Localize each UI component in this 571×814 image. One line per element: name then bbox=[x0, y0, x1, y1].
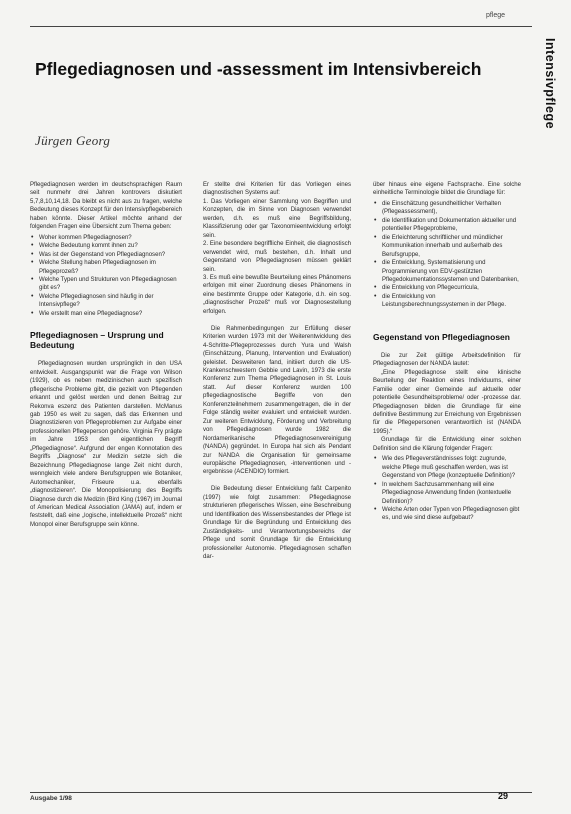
header-rule bbox=[30, 26, 532, 27]
paragraph-gap bbox=[203, 477, 351, 486]
definition-quote: „Eine Pflegediagnose stellt eine klinische Beurteilung der Reaktion eines Individuums, einer Familie oder einer Gemeinde auf aktuelle oder potentielle Gesundheitsprobleme/ oder -prozesse dar. Pflegediagnosen bilden die Grundlage für eine definitive Bestimmung zur Erreichung von Ergebnissen für die Pflegepersonen verantwortlich ist (NANDA 1995).“ bbox=[373, 369, 521, 435]
list-item: • Was ist der Gegenstand von Pflegediagnosen? bbox=[39, 251, 182, 259]
body-paragraph: über hinaus eine eigene Fachsprache. Eine solche einheitliche Terminologie bildet die Grundlage für: bbox=[373, 182, 521, 197]
body-paragraph: Die zur Zeit gültige Arbeitsdefinition für Pflegediagnosen der NANDA lautet: bbox=[373, 352, 521, 368]
side-tab-label: Intensivpflege bbox=[543, 38, 557, 130]
list-item: • die Einschätzung gesundheitlicher Verhalten (Pflegeassessment), bbox=[382, 200, 521, 217]
list-item: • Welche Pflegediagnosen sind häufig in der Intensivpflege? bbox=[39, 293, 182, 310]
criterion-paragraph: 2. Eine besondere begriffliche Einheit, die diagnostisch verwendet wird, muß bestehen, d.h. Inhalt und Gegenstand von Pflegediagnosen müssen geklärt sein. bbox=[203, 241, 351, 273]
body-paragraph: Die Bedeutung dieser Entwicklung faßt Carpenito (1997) wie folgt zusammen: Pflegediagnose strukturieren pflegerisches Wissen, eine Beschreibung und Identifikation des Wissensbestandes der Pflege ist Grundlage für die Begründung und Entwicklung des Zuständigkeits- und Verantwortungsbereichs der Pflege und somit Grundlage für die Entwicklung professioneller Autonomie. Pflegediagnosen schaffen dar- bbox=[203, 486, 351, 561]
page-number: 29 bbox=[498, 791, 509, 801]
list-item: • die Identifikation und Dokumentation aktueller und potentieller Pflegeprobleme, bbox=[382, 217, 521, 234]
question-list bbox=[30, 234, 182, 319]
article-title: Pflegediagnosen und -assessment im Intensivbereich bbox=[35, 59, 482, 79]
body-paragraph: Die Rahmenbedingungen zur Erfüllung dieser Kriterien wurden 1973 mit der Weiterentwicklung des 4-Schritte-Pflegeprozesses durch Yura und Walsh (Einschätzung, Planung, Intervention und Evaluation) geleistet. Desweiteren fand, initiiert durch die US-Krankenschwestern Gebbie und Lavin, 1973 die erste Konferenz zum Thema Pflegediagnosen in St. Louis statt. Auf dieser Konferenz wurden 100 pflegediagnostische Begriffe von den Konferenzteilnehmern zusammengetragen, die in der Folge ständig weiter evaluiert und entwickelt wurden. Zur weiteren Entwicklung, Förderung und Verbreitung von Pflegediagnosen wurde 1982 die Nordamerikanische Pflegediagnosenvereinigung (NANDA) gegründet. In Europa hat sich als Pendant zur NANDA die Organisation für gemeinsame europäische Pflegediagnosen, -interventionen und -ergebnisse (ACENDIO) formiert. bbox=[203, 325, 351, 476]
list-item: • Welche Stellung haben Pflegediagnosen im Pflegeprozeß? bbox=[39, 259, 182, 276]
list-item: • die Erleichterung schriftlicher und mündlicher Kommunikation innerhalb und außerhalb des Berufsgruppe, bbox=[382, 234, 521, 259]
list-item: • Welche Typen und Strukturen von Pflegediagnosen gibt es? bbox=[39, 276, 182, 293]
body-paragraph: Er stellte drei Kriterien für das Vorliegen eines diagnostischen Systems auf: bbox=[203, 182, 351, 197]
body-paragraph: Grundlage für die Entwicklung einer solchen Definition sind die Klärung folgender Fragen: bbox=[373, 437, 521, 452]
list-item: • die Entwicklung, Systematisierung und Programmierung von EDV-gestützten Pflegedokumentationssystemen und Datenbanken, bbox=[382, 259, 521, 284]
text-column-2 bbox=[203, 181, 351, 561]
section-heading: Pflegediagnosen – Ursprung und Bedeutung bbox=[30, 330, 164, 351]
section-heading: Gegenstand von Pflegediagnosen bbox=[373, 331, 510, 342]
list-item: • Wie erstellt man eine Pflegediagnose? bbox=[39, 310, 182, 318]
list-item: • Woher kommen Pflegediagnosen? bbox=[39, 234, 182, 242]
list-item: • Welche Bedeutung kommt ihnen zu? bbox=[39, 242, 182, 250]
intro-paragraph: Pflegediagnosen werden im deutschsprachigen Raum seit nunmehr drei Jahren kontrovers diskutiert 5,7,8,10,14,18. Da bleibt es nicht aus zu fragen, welche Bedeutung dieses Konzept für den Intensivpflegebereich haben könnte. Dieser Artikel möchte anhand der folgenden Fragen eine Übersicht zum Thema geben: bbox=[30, 182, 182, 231]
list-item: • die Entwicklung von Leistungsberechnungssystemen in der Pflege. bbox=[382, 293, 521, 310]
criterion-paragraph: 1. Das Vorliegen einer Sammlung von Begriffen und Konzepten, die im Sinne von Diagnosen verwendet werden, d.h. es muß eine Begriffsbildung, Klassifizierung oder gar Taxonomieentwicklung erfolgt sein. bbox=[203, 198, 351, 239]
question-list bbox=[373, 455, 521, 523]
section-label: pflege bbox=[486, 12, 506, 19]
criterion-paragraph: 3. Es muß eine bewußte Beurteilung eines Phänomens erfolgen mit einer Zuordnung dieses Phänomens in eine bestimmte Gruppe oder Kategorie, d.h. ein sog. „diagnostischer Prozeß“ muß vor Diagnosestellung erfolgen. bbox=[203, 274, 351, 315]
issue-label: Ausgabe 1/98 bbox=[30, 795, 72, 802]
body-paragraph: Pflegediagnosen wurden ursprünglich in den USA entwickelt. Ausgangspunkt war die Frage von Wilson (1929), ob es neben medizinischen auch spezifisch pflegerische Probleme gibt, die gezielt von Pflegenden erkannt und gelöst werden und denen Beitrag zur Rekonva eszenz des Patienten darstellen. McManus gab 1950 es weit zu sagen, daß das Erkennen und Diagnostizieren von Pflegeproblemen zur Aufgabe einer professionellen Pflegeperson gehöre. Virginia Fry prägte im Jahre 1953 den eigentlichen Begriff „Pflegediagnose“. Aufgrund der engen Konnotation des Begriffs „Diagnose“ zur Medizin setzte sich die Bezeichnung Pflegediagnose lange Zeit nicht durch, wenngleich viele andere Berufsgruppen wie Botaniker, Automechaniker, Friseure u.a. ebenfalls „diagnostizieren“. Die Monopolisierung des Begriffs Diagnose durch die Medizin (Bird King (1967) im Journal of American Medical Association (JAMA) auf, indem er feststellt, daß eine „logische, intellektuelle Prozeß“ nicht Monopol einer Berufsgruppe sein könne. bbox=[30, 361, 182, 528]
list-item: • In welchem Sachzusammenhang will eine Pflegediagnose Anwendung finden (kontextuelle Definition)? bbox=[382, 481, 521, 506]
list-item: • Welche Arten oder Typen von Pflegediagnosen gibt es, und wie sind diese aufgebaut? bbox=[382, 506, 521, 523]
footer-rule bbox=[30, 792, 532, 793]
article-author: Jürgen Georg bbox=[35, 133, 111, 148]
list-item: • Wie des Pflegeverständnisses folgt: zugrunde, welche Pflege muß geschaffen werden, was ist Gegenstand von Pflege (konzeptuelle Definition)? bbox=[382, 455, 521, 480]
text-column-3 bbox=[373, 181, 521, 527]
list-item: • die Entwicklung von Pflegecurricula, bbox=[382, 284, 521, 292]
paragraph-gap bbox=[203, 316, 351, 325]
bullet-list bbox=[373, 200, 521, 310]
text-column-1 bbox=[30, 181, 182, 529]
